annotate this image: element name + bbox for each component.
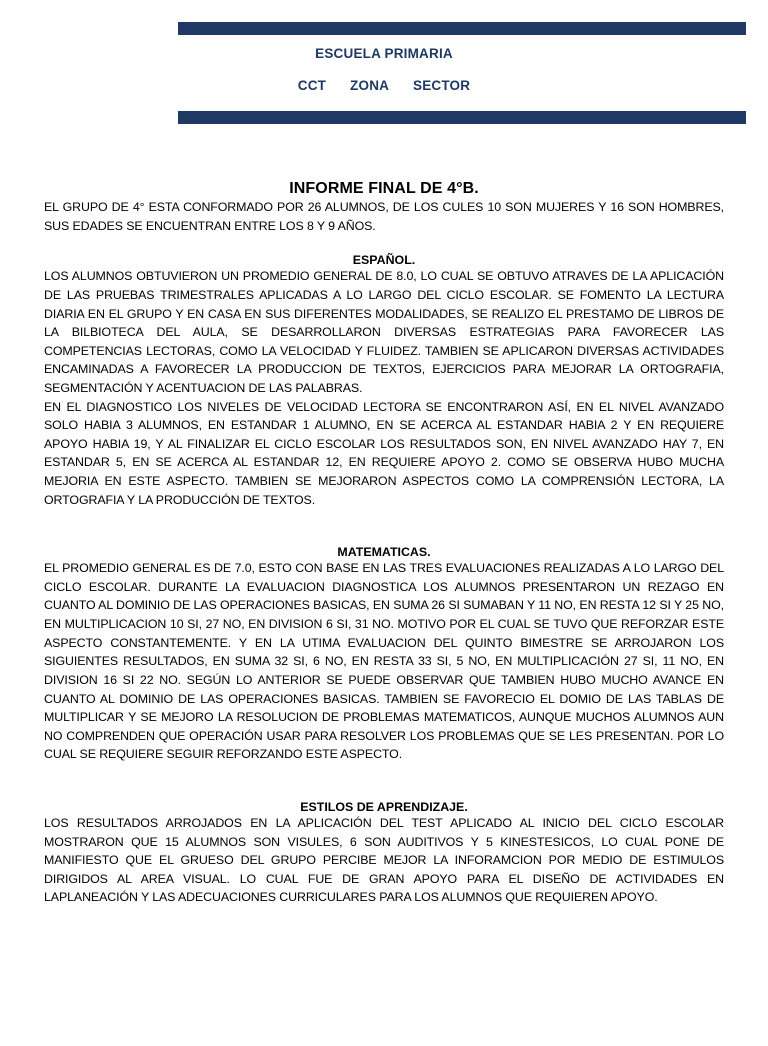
section-espanol-paragraph-1: LOS ALUMNOS OBTUVIERON UN PROMEDIO GENERAL DE 8.0, LO CUAL SE OBTUVO ATRAVES DE LA APLICACIÓN DE LAS PRUEBAS TRIMESTRALES APLICADAS A LO LARGO DEL CICLO ESCOLAR. SE FOMENTO LA LECTURA DIARIA EN EL GRUPO Y EN CASA EN SUS DIFERENTES MODALIDADES, SE REALIZO EL PRESTAMO DE LIBROS DE LA BILBIOTECA DEL AULA, SE DESARROLLARON DIVERSAS ESTRATEGIAS PARA FAVORECER LAS COMPETENCIAS LECTORAS, COMO LA VELOCIDAD Y FLUIDEZ. TAMBIEN SE APLICARON DIVERSAS ACTIVIDADES ENCAMINADAS A FAVORECER LA PRODUCCION DE TEXTOS, EJERCICIOS PARA MEJORAR LA ORTOGRAFIA, SEGMENTACIÓN Y ACENTUACION DE LAS PALABRAS. [44,269,724,395]
document-page [0,22,768,1046]
header-fields [22,76,746,96]
page-title: INFORME FINAL DE 4°B. [289,180,479,198]
header-bottom-rule [178,111,746,124]
document-header [22,22,746,124]
section-estilos-paragraph-1: LOS RESULTADOS ARROJADOS EN LA APLICACIÓN DEL TEST APLICADO AL INICIO DEL CICLO ESCOLAR MOSTRARON QUE 15 ALUMNOS SON VISULES, 6 SON AUDITIVOS Y 5 KINESTESICOS, LO CUAL PONE DE MANIFIESTO QUE EL GRUESO DEL GRUPO PERCIBE MEJOR LA INFORAMCION POR MEDIO DE ESTIMULOS DIRIGIDOS AL AREA VISUAL. LO CUAL FUE DE GRAN APOYO PARA EL DISEÑO DE ACTIVIDADES EN LAPLANEACIÓN Y LAS ADECUACIONES CURRICULARES PARA LOS ALUMNOS QUE REQUIEREN APOYO. [44,815,724,905]
document-body [44,180,724,907]
header-field-sector: SECTOR [413,77,471,93]
header-text-block [22,35,746,101]
header-field-cct: CCT [297,77,327,93]
section-heading-estilos: ESTILOS DE APRENDIZAJE. [300,799,468,814]
school-name: ESCUELA PRIMARIA [315,46,453,61]
section-espanol-paragraph-2: EN EL DIAGNOSTICO LOS NIVELES DE VELOCIDAD LECTORA SE ENCONTRARON ASÍ, EN EL NIVEL AVANZADO SOLO HABIA 3 ALUMNOS, EN ESTANDAR 1 ALUMNO, EN SE ACERCA AL ESTANDAR HABIA 2 Y EN REQUIERE APOYO HABIA 19, Y AL FINALIZAR EL CICLO ESCOLAR LOS RESULTADOS SON, EN NIVEL AVANZADO HAY 7, EN ESTANDAR 5, EN SE ACERCA AL ESTANDAR 12, EN REQUIERE APOYO 2. COMO SE OBSERVA HUBO MUCHA MEJORIA EN ESTE ASPECTO. TAMBIEN SE MEJORARON ASPECTOS COMO LA COMPRENSIÓN LECTORA, LA ORTOGRAFIA Y LA PRODUCCIÓN DE TEXTOS. [44,399,724,507]
section-matematicas-paragraph-1: EL PROMEDIO GENERAL ES DE 7.0, ESTO CON BASE EN LAS TRES EVALUACIONES REALIZADAS A LO LARGO DEL CICLO ESCOLAR. DURANTE LA EVALUACION DIAGNOSTICA LOS ALUMNOS PRESENTARON UN REZAGO EN CUANTO AL DOMINIO DE LAS OPERACIONES BASICAS, EN SUMA 26 SI SUMABAN Y 11 NO, EN RESTA 12 SI Y 25 NO, EN MULTIPLICACION 10 SI, 27 NO, EN DIVISION 6 SI, 31 NO. MOTIVO POR EL CUAL SE TUVO QUE REFORZAR ESTE ASPECTO CONSTANTEMENTE. Y EN LA UTIMA EVALUACION DEL QUINTO BIMESTRE SE ARROJARON LOS SIGUIENTES RESULTADOS, EN SUMA 32 SI, 6 NO, EN RESTA 33 SI, 5 NO, EN MULTIPLICACIÓN 27 SI, 11 NO, EN DIVISION 16 SI 22 NO. SEGÚN LO ANTERIOR SE PUEDE OBSERVAR QUE TAMBIEN HUBO MUCHO AVANCE EN CUANTO AL DOMINIO DE LAS OPERACIONES BASICAS. TAMBIEN SE FAVORECIO EL DOMIO DE LAS TABLAS DE MULTIPLICAR Y SE MEJORO LA RESOLUCION DE PROBLEMAS MATEMATICOS, AUNQUE MUCHOS ALUMNOS AUN NO COMPRENDEN QUE OPERACIÓN USAR PARA RESOLVER LOS PROBLEMAS QUE SE LES PRESENTAN. POR LO CUAL SE REQUIERE SEGUIR REFORZANDO ESTE ASPECTO. [44,561,724,762]
header-field-zona: ZONA [350,77,390,93]
section-heading-matematicas: MATEMATICAS. [337,545,431,560]
intro-paragraph: EL GRUPO DE 4° ESTA CONFORMADO POR 26 ALUMNOS, DE LOS CULES 10 SON MUJERES Y 16 SON HOMBRES, SUS EDADES SE ENCUENTRAN ENTRE LOS 8 Y 9 AÑOS. [44,200,724,233]
header-top-rule [178,22,746,35]
section-heading-espanol: ESPAÑOL. [352,253,416,268]
